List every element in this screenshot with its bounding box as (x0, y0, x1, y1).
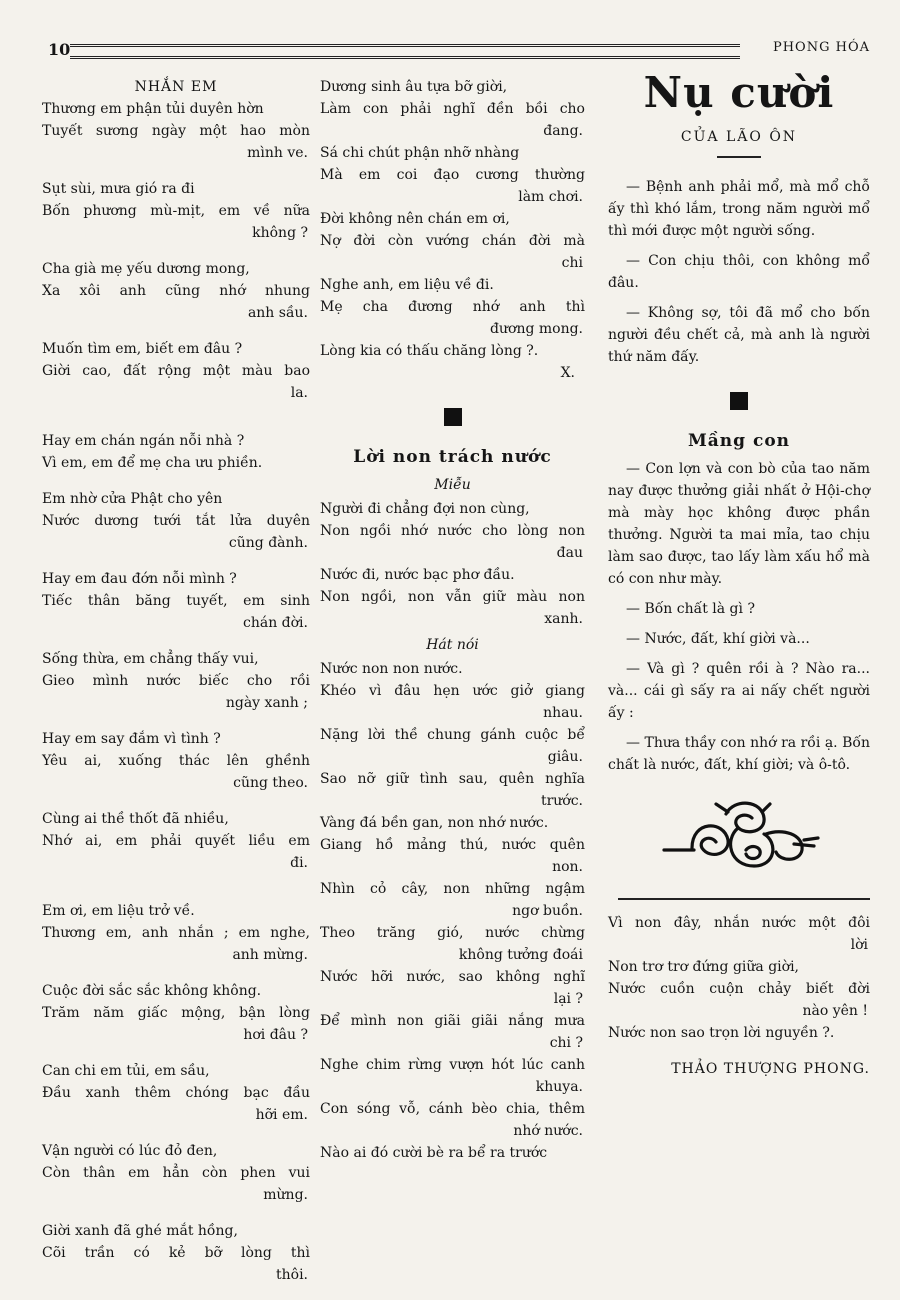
stanza (42, 1140, 310, 1206)
dialogue-paragraph: — Không sợ, tôi đã mổ cho bốn người đều chết cả, mà anh là người thứ năm đấy. (608, 305, 870, 365)
verse-line: Sụt sùi, mưa gió ra đi (42, 181, 195, 197)
dialogue-paragraph: — Nước, đất, khí giời và... (626, 631, 810, 647)
header-rule (70, 44, 740, 59)
verse-line: Nợ đời còn vướng chán đời mà (320, 233, 585, 249)
masthead: PHONG HÓA (772, 40, 870, 55)
poem-body (42, 98, 310, 1286)
verse-line: Gieo mình nước biếc cho rồi (42, 673, 310, 689)
verse-line: Hay em đau đớn nỗi mình ? (42, 571, 237, 587)
verse-line: Bốn phương mù-mịt, em về nữa (42, 203, 310, 219)
verse-line: Vì em, em để mẹ cha ưu phiền. (42, 455, 263, 471)
sketch-illustration (654, 790, 824, 880)
verse-line: Non trơ trơ đứng giữa giời, (608, 959, 799, 975)
verse-line: Thương em phận tủi duyên hờn (42, 101, 264, 117)
stanza (42, 430, 310, 474)
verse-line-continuation: thôi. (276, 1267, 308, 1283)
verse-line: Nước dương tưới tắt lửa duyên (42, 513, 310, 529)
verse-line-continuation: anh mừng. (232, 947, 308, 963)
stanza (42, 178, 310, 244)
verse-line: Nhớ ai, em phải quyết liều em (42, 833, 310, 849)
dialogue-paragraph: — Bốn chất là gì ? (626, 601, 755, 617)
poem-signature: X. (560, 365, 575, 381)
verse-line: Sao nỡ giữ tình sau, quên nghĩa (320, 771, 585, 787)
verse-line: Hay em say đắm vì tình ? (42, 731, 221, 747)
verse-line: Lòng kia có thấu chăng lòng ?. (320, 343, 539, 359)
verse-line: Vàng đá bền gan, non nhớ nước. (320, 815, 549, 831)
dialogue-paragraph: — Thưa thầy con nhớ ra rồi ạ. Bốn chất là nước, đất, khí giời; và ô-tô. (608, 735, 870, 773)
verse-line: Nước hỡi nước, sao không nghĩ (320, 969, 585, 985)
verse-line-continuation: ngày xanh ; (225, 695, 308, 711)
verse-line: Cha già mẹ yếu dương mong, (42, 261, 250, 277)
stanza (42, 808, 310, 874)
verse-line: Đời không nên chán em ơi, (320, 211, 510, 227)
verse-line-continuation: giâu. (547, 749, 583, 765)
verse-line-continuation: đi. (290, 855, 308, 871)
poem-nhan-nuoc (608, 912, 870, 1044)
verse-line-continuation: non. (552, 859, 583, 875)
section-marker (444, 408, 462, 426)
verse-line: Em ơi, em liệu trở về. (42, 903, 195, 919)
dialogue-paragraph: — Và gì ? quên rồi à ? Nào ra... và... cái gì sấy ra ai nấy chết người ấy : (608, 661, 870, 721)
stanza (42, 338, 310, 404)
verse-line-continuation: la. (290, 385, 308, 401)
verse-line: Can chi em tủi, em sầu, (42, 1063, 210, 1079)
verse-line: Nước non sao trọn lời nguyền ?. (608, 1025, 835, 1041)
joke-benh (608, 176, 870, 368)
section-title: Mầng con (687, 431, 791, 451)
verse-line: Sá chi chút phận nhỡ nhàng (320, 145, 520, 161)
column-nu-cuoi (608, 68, 870, 1080)
verse-line-continuation: mình ve. (247, 145, 308, 161)
stanza (42, 568, 310, 634)
poem-part-hat-noi (320, 658, 585, 1164)
stanza (42, 980, 310, 1046)
verse-line-continuation: không ? (252, 225, 308, 241)
verse-line: Thương em, anh nhắn ; em nghe, (42, 925, 310, 941)
verse-line: Nước cuồn cuộn chảy biết đời (608, 981, 870, 997)
verse-line-continuation: khuya. (535, 1079, 583, 1095)
author-byline: CỦA LÃO ÔN (680, 129, 798, 145)
verse-line: Giang hồ mảng thú, nước quên (320, 837, 585, 853)
verse-line-continuation: ngơ buồn. (512, 903, 583, 919)
dialogue-paragraph: — Bệnh anh phải mổ, mà mổ chỗ ấy thì khó lắm, trong năm người mổ thì mới được một người sống. (608, 179, 870, 239)
verse-line-continuation: nhớ nước. (513, 1123, 583, 1139)
stanza (42, 1220, 310, 1286)
verse-line: Hay em chán ngán nỗi nhà ? (42, 433, 245, 449)
verse-line: Tuyết sương ngày một hao mòn (42, 123, 310, 139)
verse-line: Để mình non giãi giãi nắng mưa (320, 1013, 585, 1029)
stanza (42, 98, 310, 164)
verse-line: Sống thừa, em chẳng thấy vui, (42, 651, 259, 667)
subheading-hat-noi: Hát nói (426, 637, 479, 653)
verse-line: Mà em coi đạo cương thường (320, 167, 585, 183)
subheading-mieu: Miễu (434, 477, 471, 493)
page-number: 10 (48, 40, 71, 59)
verse-line: Non ngồi nhớ nước cho lòng non (320, 523, 585, 539)
verse-line: Xa xôi anh cũng nhớ nhung (42, 283, 310, 299)
verse-line-continuation: trước. (540, 793, 583, 809)
poem-signature: THẢO THƯỢNG PHONG. (671, 1061, 870, 1077)
column-loi-non (320, 76, 585, 1164)
verse-line: Cõi trần có kẻ bỡ lòng thì (42, 1245, 310, 1261)
section-title: Lời non trách nước (353, 447, 552, 467)
joke-mang-con (608, 458, 870, 776)
verse-line: Nghe chim rừng vượn hót lúc canh (320, 1057, 585, 1073)
verse-line: Giời cao, đất rộng một màu bao (42, 363, 310, 379)
verse-line: Đầu xanh thêm chóng bạc đầu (42, 1085, 310, 1101)
verse-line: Người đi chẳng đợi non cùng, (320, 501, 530, 517)
verse-line: Muốn tìm em, biết em đâu ? (42, 341, 243, 357)
verse-line-continuation: đang. (543, 123, 583, 139)
title-divider (717, 156, 761, 158)
poem-title: NHẮN EM (134, 79, 218, 95)
verse-line-continuation: mừng. (263, 1187, 308, 1203)
verse-line: Vận người có lúc đỏ đen, (42, 1143, 218, 1159)
page-header (48, 38, 870, 62)
dialogue-paragraph: — Con lợn và con bò của tao năm nay được thưởng giải nhất ở Hội-chợ mà mày học không được phần thưởng. Người ta mai mỉa, tao chịu làm sao được, tao lấy làm xấu hổ mà có con như mày. (608, 461, 870, 587)
verse-line-continuation: lại ? (553, 991, 583, 1007)
stanza (42, 648, 310, 714)
verse-line: Mẹ cha đương nhớ anh thì (320, 299, 585, 315)
verse-line: Nặng lời thề chung gánh cuộc bể (320, 727, 585, 743)
verse-line: Làm con phải nghĩ đền bồi cho (320, 101, 585, 117)
verse-line-continuation: xanh. (544, 611, 583, 627)
stanza (42, 728, 310, 794)
verse-line-continuation: chi (561, 255, 583, 271)
verse-line-continuation: anh sầu. (247, 305, 308, 321)
verse-line-continuation: nhau. (543, 705, 583, 721)
column-nhan-em (42, 76, 310, 1300)
verse-line-continuation: cũng đành. (228, 535, 308, 551)
verse-line-continuation: đương mong. (490, 321, 583, 337)
dialogue-paragraph: — Con chịu thôi, con không mổ đâu. (608, 253, 870, 291)
verse-line: Vì non đây, nhắn nước một đôi (608, 915, 870, 931)
verse-line-continuation: chán đời. (243, 615, 308, 631)
verse-line: Theo trăng gió, nước chừng (320, 925, 585, 941)
verse-line-continuation: không tưởng đoái (458, 947, 583, 963)
stanza (42, 488, 310, 554)
poem-part-mieu (320, 498, 585, 630)
verse-line-continuation: lời (850, 937, 868, 953)
verse-line: Cùng ai thề thốt đã nhiều, (42, 811, 229, 827)
verse-line: Giời xanh đã ghé mắt hồng, (42, 1223, 238, 1239)
poem-continuation (320, 76, 585, 362)
verse-line: Nghe anh, em liệu về đi. (320, 277, 494, 293)
verse-line: Còn thân em hẳn còn phen vui (42, 1165, 310, 1181)
verse-line: Yêu ai, xuống thác lên ghềnh (42, 753, 310, 769)
verse-line: Trăm năm giấc mộng, bận lòng (42, 1005, 310, 1021)
verse-line-continuation: hỡi em. (255, 1107, 308, 1123)
verse-line: Non ngồi, non vẫn giữ màu non (320, 589, 585, 605)
verse-line-continuation: làm chơi. (518, 189, 583, 205)
verse-line: Tiếc thân băng tuyết, em sinh (42, 593, 310, 609)
verse-line-continuation: cũng theo. (233, 775, 308, 791)
verse-line: Nước đi, nước bạc phơ đầu. (320, 567, 515, 583)
verse-line-continuation: chi ? (549, 1035, 583, 1051)
column-title: Nụ cười (643, 68, 835, 117)
stanza (42, 258, 310, 324)
stanza (42, 900, 310, 966)
verse-line: Nước non non nước. (320, 661, 463, 677)
verse-line: Dương sinh âu tựa bỡ giời, (320, 79, 508, 95)
verse-line: Khéo vì đâu hẹn ước giở giang (320, 683, 585, 699)
verse-line: Con sóng vỗ, cánh bèo chia, thêm (320, 1101, 585, 1117)
verse-line-continuation: đau (556, 545, 583, 561)
verse-line: Nhìn cỏ cây, non những ngậm (320, 881, 585, 897)
section-marker (730, 392, 748, 410)
verse-line-continuation: hơi đâu ? (243, 1027, 308, 1043)
verse-line: Nào ai đó cười bè ra bể ra trước (320, 1145, 548, 1161)
verse-line: Em nhờ cửa Phật cho yên (42, 491, 223, 507)
verse-line-continuation: nào yên ! (802, 1003, 868, 1019)
stanza (42, 1060, 310, 1126)
verse-line: Cuộc đời sắc sắc không không. (42, 983, 262, 999)
poem-divider (618, 898, 870, 900)
